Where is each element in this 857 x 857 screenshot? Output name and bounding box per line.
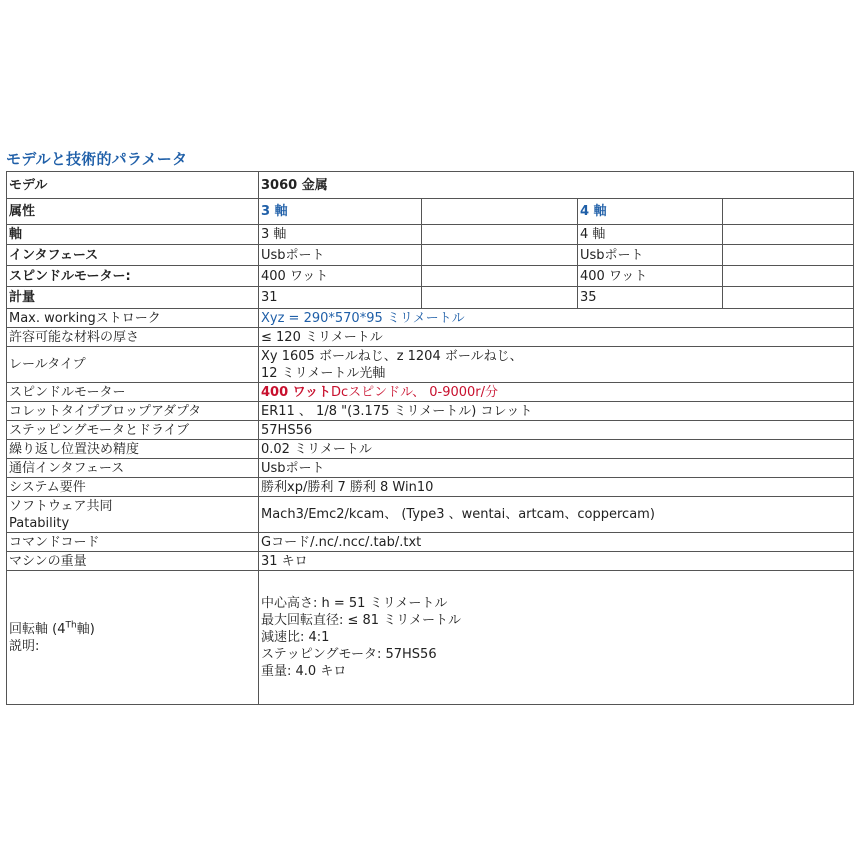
rotary-label-sup: Th	[65, 620, 77, 631]
software-label-line-2: Patability	[9, 515, 70, 531]
table-row	[7, 287, 854, 309]
spec-value	[259, 347, 854, 383]
table-row	[7, 497, 854, 533]
empty-cell	[723, 245, 854, 266]
rotary-label-line-1	[9, 621, 256, 638]
header-model: 3060 金属	[259, 172, 854, 199]
rotary-label-post: 軸)	[76, 621, 95, 637]
attr-3axis: 3 軸	[259, 199, 422, 225]
spec-label	[7, 497, 259, 533]
spec-value: Usbポート	[259, 459, 854, 478]
spec-value: 57HS56	[259, 421, 854, 440]
spec-label: ステッピングモータとドライブ	[7, 421, 259, 440]
attr-empty-cell	[422, 199, 578, 225]
spec-value: Gコード/.nc/.ncc/.tab/.txt	[259, 533, 854, 552]
attr-label: 属性	[7, 199, 259, 225]
table-row	[7, 421, 854, 440]
table-row	[7, 309, 854, 328]
empty-cell	[422, 245, 578, 266]
spec-value: 勝利xp/勝利 7 勝利 8 Win10	[259, 478, 854, 497]
spindle-power: 400 ワット	[261, 384, 332, 400]
table-row	[7, 440, 854, 459]
table-row	[7, 245, 854, 266]
rail-line-2: 12 ミリメートル光軸	[261, 365, 386, 381]
spec-label: 許容可能な材料の厚さ	[7, 328, 259, 347]
table-row	[7, 533, 854, 552]
spec-value: ER11 、 1/8 "(3.175 ミリメートル) コレット	[259, 402, 854, 421]
empty-cell	[723, 266, 854, 287]
rail-line-1: Xy 1605 ボールねじ、z 1204 ボールねじ、	[261, 348, 523, 364]
empty-cell	[422, 266, 578, 287]
spec-label: 通信インタフェース	[7, 459, 259, 478]
table-row	[7, 478, 854, 497]
row-value-3axis: 3 軸	[259, 225, 422, 245]
rotary-line: 中心高さ: h = 51 ミリメートル	[261, 596, 448, 611]
spec-label: レールタイプ	[7, 347, 259, 383]
empty-cell	[422, 287, 578, 309]
row-value-3axis: 31	[259, 287, 422, 309]
rotary-line: ステッピングモータ: 57HS56	[261, 647, 437, 662]
table-row	[7, 552, 854, 571]
row-label: スピンドルモーター:	[7, 266, 259, 287]
spec-value: ≤ 120 ミリメートル	[259, 328, 854, 347]
table-row-attr	[7, 199, 854, 225]
spec-value: 31 キロ	[259, 552, 854, 571]
row-value-4axis: Usbポート	[578, 245, 723, 266]
spec-label: 繰り返し位置決め精度	[7, 440, 259, 459]
spec-value: Xyz = 290*570*95 ミリメートル	[259, 309, 854, 328]
spindle-detail: Dcスピンドル、 0-9000r/分	[331, 384, 499, 400]
spec-table	[6, 171, 854, 705]
table-row	[7, 328, 854, 347]
row-value-3axis: 400 ワット	[259, 266, 422, 287]
spec-label: コレットタイプブロップアダプタ	[7, 402, 259, 421]
table-row	[7, 383, 854, 402]
spec-label: Max. workingストローク	[7, 309, 259, 328]
row-label: インタフェース	[7, 245, 259, 266]
rotary-description	[259, 571, 854, 705]
row-label: 計量	[7, 287, 259, 309]
row-label: 軸	[7, 225, 259, 245]
attr-empty-cell	[723, 199, 854, 225]
rotary-line: 減速比: 4:1	[261, 630, 330, 645]
spec-value: Mach3/Emc2/kcam、 (Type3 、wentai、artcam、coppercam)	[259, 497, 854, 533]
empty-cell	[422, 225, 578, 245]
spec-value: 0.02 ミリメートル	[259, 440, 854, 459]
row-value-3axis: Usbポート	[259, 245, 422, 266]
spec-label: コマンドコード	[7, 533, 259, 552]
spec-label: スピンドルモーター	[7, 383, 259, 402]
row-value-4axis: 35	[578, 287, 723, 309]
table-row	[7, 225, 854, 245]
row-value-4axis: 400 ワット	[578, 266, 723, 287]
table-row-rotary	[7, 571, 854, 705]
header-label: モデル	[7, 172, 259, 199]
rotary-label-line-2: 説明:	[9, 638, 40, 654]
rotary-label-pre: 回転軸 (4	[9, 621, 66, 637]
table-row	[7, 347, 854, 383]
spec-label: マシンの重量	[7, 552, 259, 571]
table-row	[7, 459, 854, 478]
rotary-label	[7, 571, 259, 705]
spec-value	[259, 383, 854, 402]
section-title: モデルと技術的パラメータ	[6, 150, 188, 168]
empty-cell	[723, 287, 854, 309]
software-label-line-1: ソフトウェア共同	[9, 498, 113, 514]
table-row-header	[7, 172, 854, 199]
empty-cell	[723, 225, 854, 245]
spec-label: システム要件	[7, 478, 259, 497]
table-row	[7, 402, 854, 421]
rotary-line: 最大回転直径: ≤ 81 ミリメートル	[261, 613, 461, 628]
row-value-4axis: 4 軸	[578, 225, 723, 245]
attr-4axis: 4 軸	[578, 199, 723, 225]
table-row	[7, 266, 854, 287]
rotary-line: 重量: 4.0 キロ	[261, 664, 347, 679]
